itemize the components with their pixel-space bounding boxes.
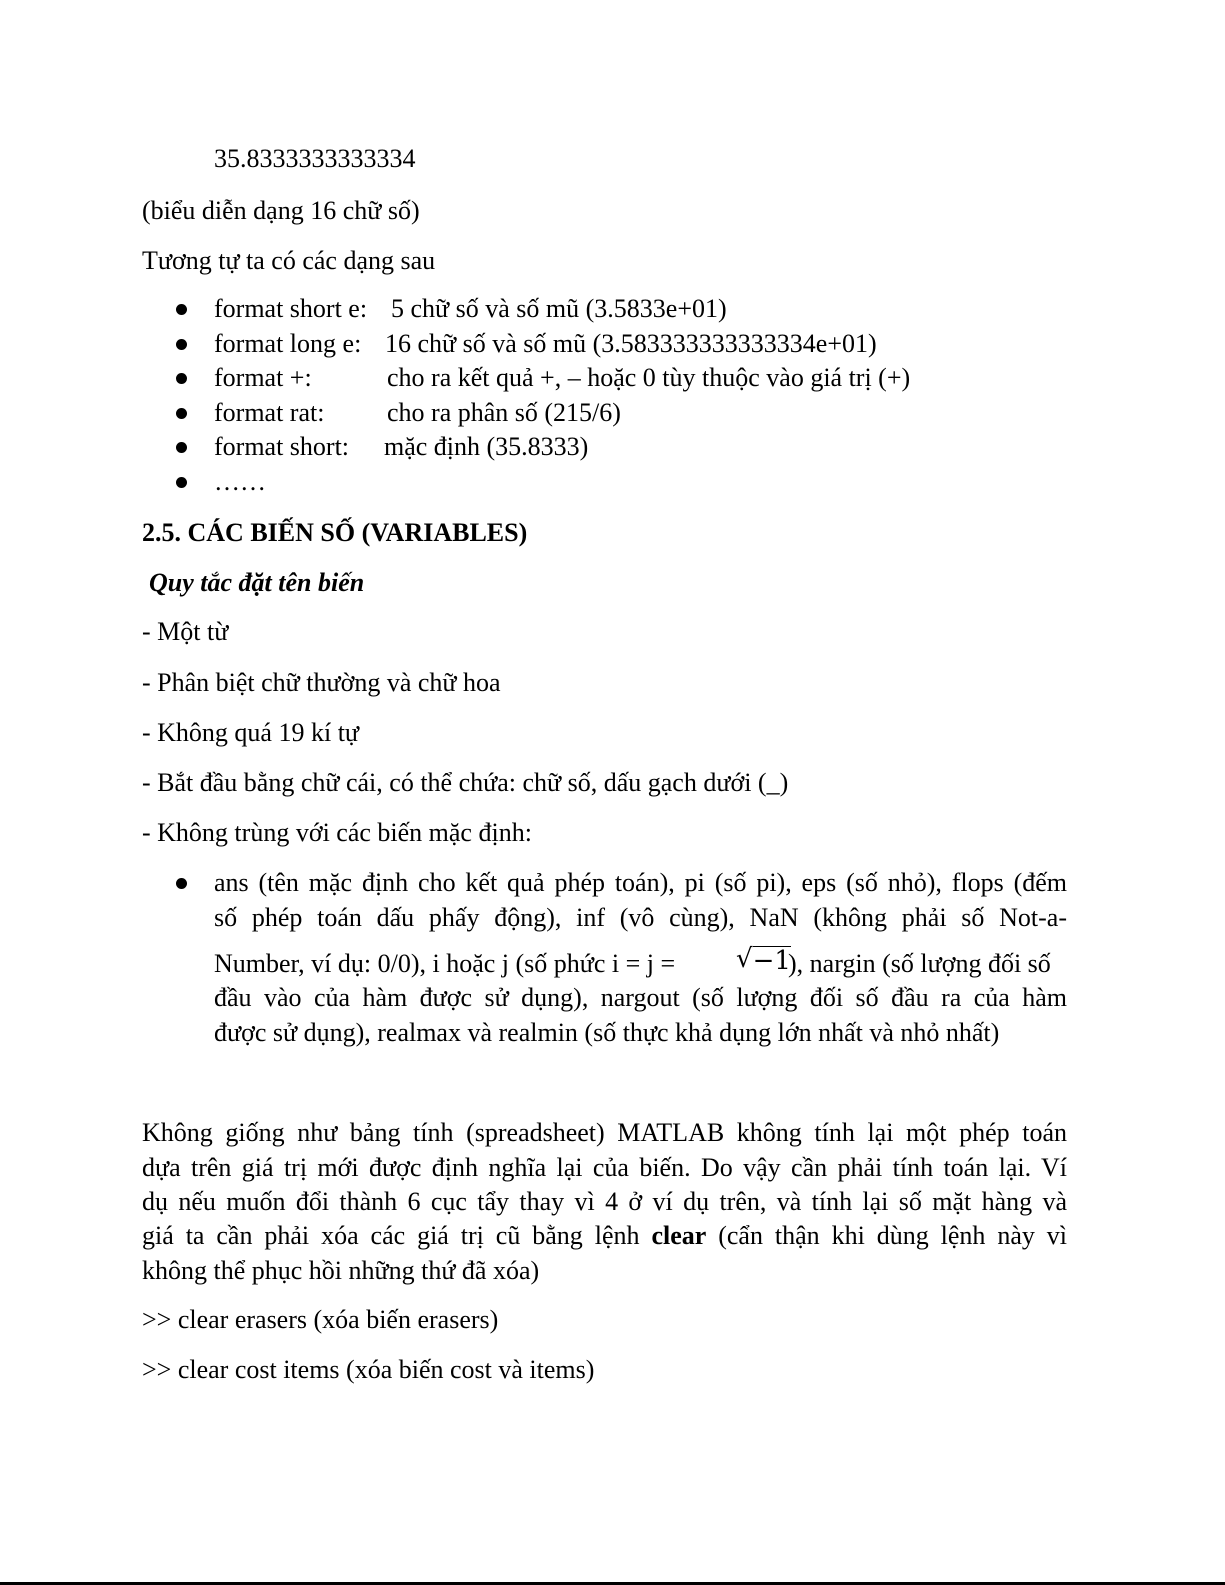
rule-item: - Phân biệt chữ thường và chữ hoa — [142, 668, 501, 697]
default-vars-line: ), nargin (số lượng đối số — [788, 949, 1051, 978]
sqrt-expression — [736, 946, 791, 974]
format-desc: cho ra phân số (215/6) — [387, 398, 621, 427]
bullet-icon — [176, 339, 187, 350]
paragraph-line: dựa trên giá trị mới được định nghĩa lại của biến. Do vậy cần phải tính toán lại. Ví — [142, 1153, 1067, 1182]
sqrt-icon: √ — [736, 944, 753, 974]
default-vars-line: ans (tên mặc định cho kết quả phép toán), pi (số pi), eps (số nhỏ), flops (đếm — [214, 868, 1067, 897]
similar-intro: Tương tự ta có các dạng sau — [142, 246, 436, 275]
paragraph-text: (cẩn thận khi dùng lệnh này vì — [718, 1221, 1068, 1250]
format-label: …… — [214, 467, 266, 496]
bullet-icon — [176, 878, 187, 889]
bullet-icon — [176, 373, 187, 384]
rules-heading: Quy tắc đặt tên biến — [149, 568, 365, 597]
rule-item: - Không trùng với các biến mặc định: — [142, 818, 532, 847]
bullet-icon — [176, 304, 187, 315]
bullet-icon — [176, 408, 187, 419]
bullet-icon — [176, 442, 187, 453]
paragraph-line: dụ nếu muốn đổi thành 6 cục tẩy thay vì 4 ở ví dụ trên, và tính lại số mặt hàng và — [142, 1187, 1067, 1216]
sqrt-radicand: −1 — [752, 946, 791, 976]
format-label: format short e: — [214, 294, 368, 323]
top-value: 35.8333333333334 — [214, 144, 416, 173]
paragraph-text: giá ta cần phải xóa các giá trị cũ bằng lệnh — [142, 1221, 640, 1250]
clear-command: clear — [651, 1221, 707, 1250]
default-vars-line: Number, ví dụ: 0/0), i hoặc j (số phức i = j = — [214, 949, 676, 978]
note-16-digits: (biểu diễn dạng 16 chữ số) — [142, 196, 420, 225]
rule-item: - Bắt đầu bằng chữ cái, có thể chứa: chữ số, dấu gạch dưới (_) — [142, 768, 789, 797]
default-vars-line: đầu vào của hàm được sử dụng), nargout (số lượng đối số đầu ra của hàm — [214, 983, 1067, 1012]
format-desc: mặc định (35.8333) — [384, 432, 589, 461]
default-vars-line: số phép toán dấu phấy động), inf (vô cùng), NaN (không phải số Not-a- — [214, 903, 1067, 932]
format-desc: cho ra kết quả +, – hoặc 0 tùy thuộc vào giá trị (+) — [387, 363, 911, 392]
format-desc: 16 chữ số và số mũ (3.583333333333334e+01) — [385, 329, 877, 358]
format-label: format short: — [214, 432, 350, 461]
format-label: format +: — [214, 363, 312, 392]
rule-item: - Không quá 19 kí tự — [142, 718, 360, 747]
bullet-icon — [176, 477, 187, 488]
command-line: >> clear erasers (xóa biến erasers) — [142, 1305, 499, 1334]
section-heading: 2.5. CÁC BIẾN SỐ (VARIABLES) — [142, 518, 528, 547]
paragraph-line: Không giống như bảng tính (spreadsheet) MATLAB không tính lại một phép toán — [142, 1118, 1067, 1147]
command-line: >> clear cost items (xóa biến cost và items) — [142, 1355, 595, 1384]
paragraph-line — [142, 1223, 1067, 1249]
paragraph-line: không thể phục hồi những thứ đã xóa) — [142, 1256, 540, 1285]
rule-item: - Một từ — [142, 617, 229, 646]
format-label: format long e: — [214, 329, 362, 358]
default-vars-line: được sử dụng), realmax và realmin (số thực khả dụng lớn nhất và nhỏ nhất) — [214, 1018, 1000, 1047]
format-label: format rat: — [214, 398, 325, 427]
format-desc: 5 chữ số và số mũ (3.5833e+01) — [391, 294, 727, 323]
